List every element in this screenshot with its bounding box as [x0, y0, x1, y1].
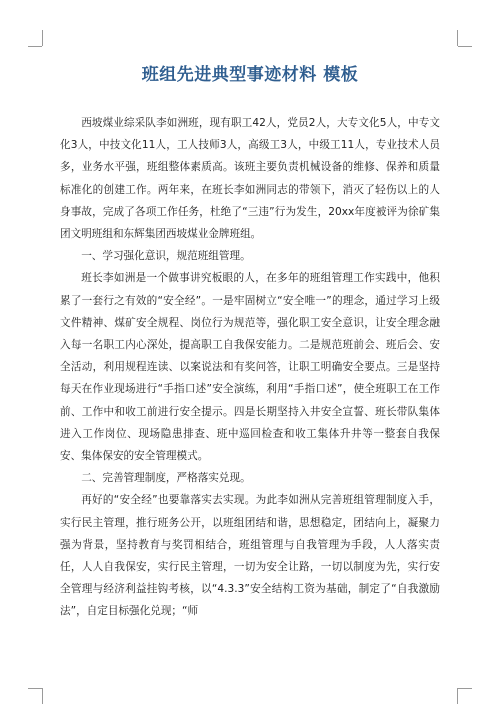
crop-mark-top-right [458, 46, 472, 47]
paragraph-intro: 西坡煤业综采队李如洲班，现有职工42人，党员2人，大专文化5人，中专文化3人，中技文化11人，工人技师3人，高级工3人，中级工11人，专业技术人员多，业务水平强，班组整体素质高。该班主要负责机械设备的维修、保养和质量标准化的创建工作。两年来，在班长李如洲同志的带领下，消灭了轻伤以上的人身事故，完成了各项工作任务，杜绝了“三违”行为发生，20xx年度被评为徐矿集团文明班组和东辉集团西坡煤业金牌班组。 [60, 117, 440, 241]
section-heading-2: 二、完善管理制度，严格落实兑现。 [81, 472, 251, 485]
paragraph-section-2: 再好的“安全经”也要靠落实去实现。为此李如洲从完善班组管理制度入手，实行民主管理，推行班务公开，以班组团结和谐，思想稳定，团结向上，凝聚力强为背景，坚持教育与奖罚相结合，班组管理与自我管理为手段，人人落实责任，人人自我保安，实行民主管理，一切为安全让路，一切以制度为先，实行安全管理与经济利益挂钩考核，以“4.3.3”安全结构工资为基础，制定了“自我激励法”，自定目标强化兑现；“师 [60, 494, 440, 618]
crop-mark-bottom-right [458, 688, 472, 689]
paragraph-section-1: 班长李如洲是一个做事讲究板眼的人，在多年的班组管理工作实践中，他积累了一套行之有效的“安全经”。一是牢固树立“安全唯一”的理念，通过学习上级文件精神、煤矿安全规程、岗位行为规范等，强化职工安全意识，让安全理念融入每一名职工内心深处，提高职工自我保安能力。二是规范班前会、班后会、安全活动，利用规程连读、以案说法和有奖问答，让职工明确安全要点。三是坚持每天在作业现场进行“手指口述”安全演练，利用“手指口述”，使全班职工在工作前、工作中和收工前进行安全提示。四是长期坚持入井安全宣誓、班长带队集体进入工作岗位、现场隐患排查、班中巡回检查和收工集体升井等一整套自我保安、集体保安的安全管理模式。 [60, 272, 440, 463]
crop-mark-top-left [28, 46, 42, 47]
crop-mark-bottom-left [28, 688, 42, 689]
crop-mark-top-left-vertical [42, 30, 43, 46]
document-content [60, 60, 440, 623]
section-heading-1: 一、学习强化意识，规范班组管理。 [81, 250, 251, 263]
crop-mark-top-right-vertical [457, 30, 458, 46]
document-title: 班组先进典型事迹材料 模板 [141, 65, 359, 85]
document-body [60, 112, 440, 623]
crop-mark-bottom-left-vertical [42, 688, 43, 704]
crop-mark-bottom-right-vertical [457, 688, 458, 704]
